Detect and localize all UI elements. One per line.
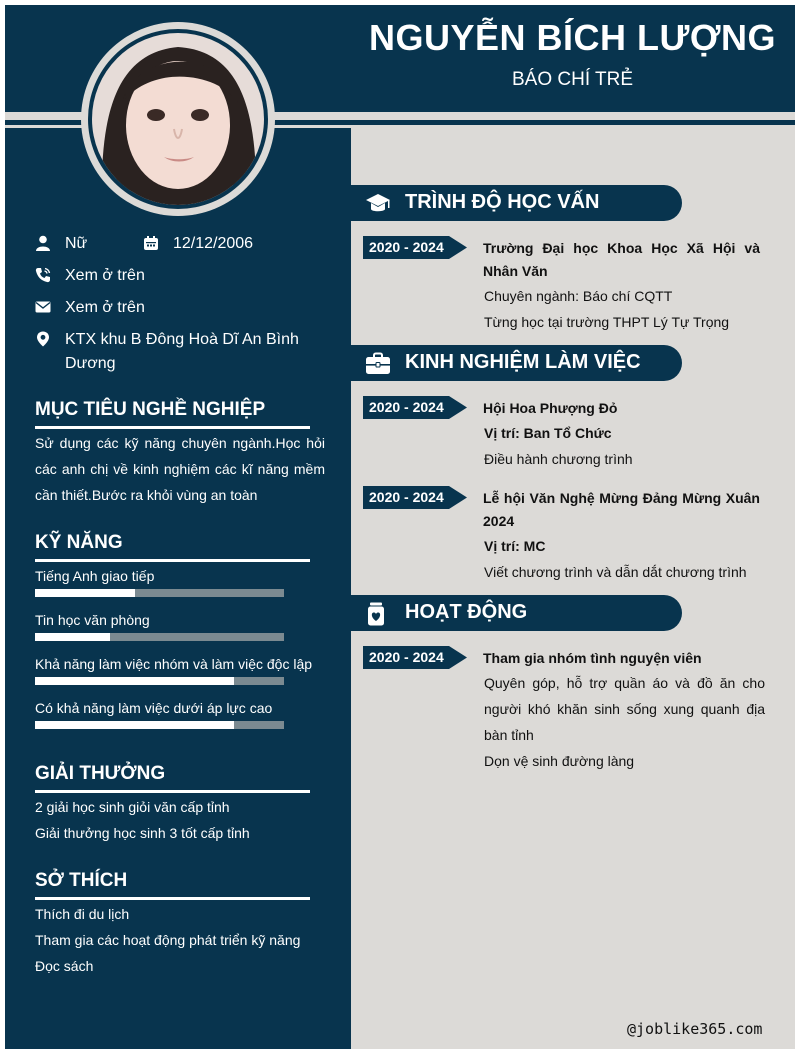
candidate-name: NGUYỄN BÍCH LƯỢNG (368, 17, 777, 58)
hobby-item: Đọc sách (35, 958, 94, 974)
education-section-header (351, 185, 682, 221)
skill-label: Tiếng Anh giao tiếp (35, 568, 155, 584)
activities-extra: Dọn vệ sinh đường làng (484, 753, 635, 769)
skill-bar (35, 633, 284, 641)
education-date: 2020 - 2024 (369, 239, 444, 255)
education-school: Trường Đại học Khoa Học Xã Hội và Nhân Văn (483, 240, 760, 279)
activities-desc: Quyên góp, hỗ trợ quần áo và đồ ăn cho người khó khăn sinh sống xung quanh địa bàn tỉnh (484, 675, 765, 743)
objective-rule (35, 426, 310, 429)
date-tag (363, 486, 467, 509)
activities-date: 2020 - 2024 (369, 649, 444, 665)
skill-bar (35, 589, 284, 597)
objective-heading: MỤC TIÊU NGHỀ NGHIỆP (35, 399, 266, 420)
award-item: Giải thưởng học sinh 3 tốt cấp tỉnh (35, 825, 250, 841)
award-item: 2 giải học sinh giỏi văn cấp tỉnh (35, 799, 230, 815)
avatar (92, 33, 264, 205)
skill-bar-fill (35, 677, 234, 685)
date-tag (363, 646, 467, 669)
awards-rule (35, 790, 310, 793)
hobby-item: Thích đi du lịch (35, 906, 130, 922)
activities-title: Tham gia nhóm tình nguyện viên (483, 650, 702, 666)
activities-heading: HOẠT ĐỘNG (405, 601, 528, 623)
skill-label: Có khả năng làm việc dưới áp lực cao (35, 700, 273, 716)
skill-bar-fill (35, 633, 110, 641)
activities-section-header (351, 595, 682, 631)
objective-text: Sử dụng các kỹ năng chuyên ngành.Học hỏi các anh chị về kinh nghiệm các kĩ năng mềm cần thiết.Bước ra khỏi vùng an toàn (35, 435, 325, 503)
experience-desc: Viết chương trình và dẫn dắt chương trình (484, 564, 747, 580)
experience-date: 2020 - 2024 (369, 489, 444, 505)
experience-section-header (351, 345, 682, 381)
skills-rule (35, 559, 310, 562)
hobbies-rule (35, 897, 310, 900)
date-tag (363, 396, 467, 419)
phone-value: Xem ở trên (65, 267, 145, 284)
email-value: Xem ở trên (65, 299, 145, 316)
education-heading: TRÌNH ĐỘ HỌC VẤN (405, 191, 600, 213)
cv-page (5, 5, 795, 1049)
experience-org: Hội Hoa Phượng Đỏ (483, 400, 618, 416)
experience-role: Vị trí: Ban Tổ Chức (484, 425, 612, 441)
user-icon (35, 235, 51, 251)
hobby-item: Tham gia các hoạt động phát triển kỹ năng (35, 932, 301, 948)
gender-value: Nữ (65, 235, 88, 252)
skill-label: Tin học văn phòng (35, 612, 150, 628)
heart-badge-icon (365, 602, 391, 626)
date-tag (363, 236, 467, 259)
skill-bar (35, 677, 284, 685)
calendar-icon (143, 235, 159, 251)
experience-heading: KINH NGHIỆM LÀM VIỆC (405, 351, 641, 373)
education-note: Từng học tại trường THPT Lý Tự Trọng (484, 314, 730, 330)
footer-watermark: @joblike365.com (627, 1020, 763, 1038)
skill-label: Khả năng làm việc nhóm và làm việc độc lập (35, 656, 313, 672)
experience-org: Lễ hội Văn Nghệ Mừng Đảng Mừng Xuân 2024 (483, 490, 760, 529)
skills-heading: KỸ NĂNG (35, 532, 123, 553)
briefcase-icon (365, 352, 391, 376)
mail-icon (35, 299, 51, 315)
graduation-cap-icon (365, 192, 391, 216)
skill-bar-fill (35, 589, 135, 597)
experience-desc: Điều hành chương trình (484, 451, 633, 467)
hobbies-heading: SỞ THÍCH (35, 870, 128, 891)
birthday-value: 12/12/2006 (173, 235, 254, 252)
skill-bar (35, 721, 284, 729)
skill-bar-fill (35, 721, 234, 729)
address-value: KTX khu B Đông Hoà Dĩ An Bình Dương (65, 331, 299, 372)
experience-role: Vị trí: MC (484, 538, 546, 554)
phone-icon (35, 267, 51, 283)
education-major: Chuyên ngành: Báo chí CQTT (484, 288, 673, 304)
location-icon (35, 331, 51, 347)
awards-heading: GIẢI THƯỞNG (35, 763, 166, 784)
job-title: BÁO CHÍ TRẺ (511, 69, 634, 90)
experience-date: 2020 - 2024 (369, 399, 444, 415)
avatar-photo (92, 33, 264, 205)
